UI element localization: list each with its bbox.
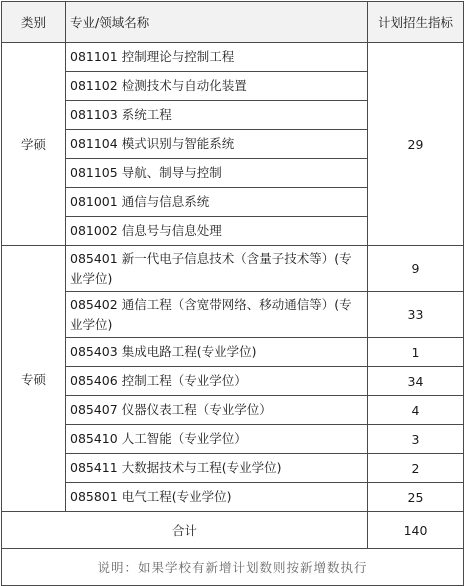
program-name: 081103 系统工程 xyxy=(66,101,368,130)
program-name: 085407 仪器仪表工程（专业学位） xyxy=(66,396,368,425)
table-row xyxy=(2,425,464,454)
table-row xyxy=(2,483,464,512)
total-label: 合计 xyxy=(2,512,368,549)
program-name: 081105 导航、制导与控制 xyxy=(66,159,368,188)
program-quota: 1 xyxy=(368,338,464,367)
table-row xyxy=(2,454,464,483)
table-row xyxy=(2,396,464,425)
header-program-name: 专业/领域名称 xyxy=(66,2,368,43)
program-name: 085402 通信工程（含宽带网络、移动通信等）(专业学位) xyxy=(66,292,368,338)
program-quota: 33 xyxy=(368,292,464,338)
program-name: 085406 控制工程（专业学位） xyxy=(66,367,368,396)
category-professional: 专硕 xyxy=(2,246,66,512)
program-name: 085411 大数据技术与工程(专业学位) xyxy=(66,454,368,483)
program-name: 081002 信息号与信息处理 xyxy=(66,217,368,246)
program-quota: 9 xyxy=(368,246,464,292)
total-row xyxy=(2,512,464,549)
program-name: 085410 人工智能（专业学位） xyxy=(66,425,368,454)
table-row xyxy=(2,292,464,338)
academic-quota: 29 xyxy=(368,43,464,246)
program-quota: 3 xyxy=(368,425,464,454)
header-row xyxy=(2,2,464,43)
program-name: 081104 模式识别与智能系统 xyxy=(66,130,368,159)
total-value: 140 xyxy=(368,512,464,549)
program-name: 085401 新一代电子信息技术（含量子技术等）(专业学位) xyxy=(66,246,368,292)
program-name: 081001 通信与信息系统 xyxy=(66,188,368,217)
program-name: 081101 控制理论与控制工程 xyxy=(66,43,368,72)
table-row xyxy=(2,367,464,396)
program-name: 081102 检测技术与自动化装置 xyxy=(66,72,368,101)
header-quota: 计划招生指标 xyxy=(368,2,464,43)
footnote: 说明：如果学校有新增计划数则按新增数执行 xyxy=(2,549,464,586)
enrollment-quota-table xyxy=(1,1,464,586)
table-row xyxy=(2,43,464,72)
category-academic: 学硕 xyxy=(2,43,66,246)
program-quota: 4 xyxy=(368,396,464,425)
program-quota: 34 xyxy=(368,367,464,396)
program-quota: 2 xyxy=(368,454,464,483)
program-name: 085801 电气工程(专业学位) xyxy=(66,483,368,512)
note-row xyxy=(2,549,464,586)
table-row xyxy=(2,246,464,292)
table-row xyxy=(2,338,464,367)
program-name: 085403 集成电路工程(专业学位) xyxy=(66,338,368,367)
program-quota: 25 xyxy=(368,483,464,512)
header-category: 类别 xyxy=(2,2,66,43)
